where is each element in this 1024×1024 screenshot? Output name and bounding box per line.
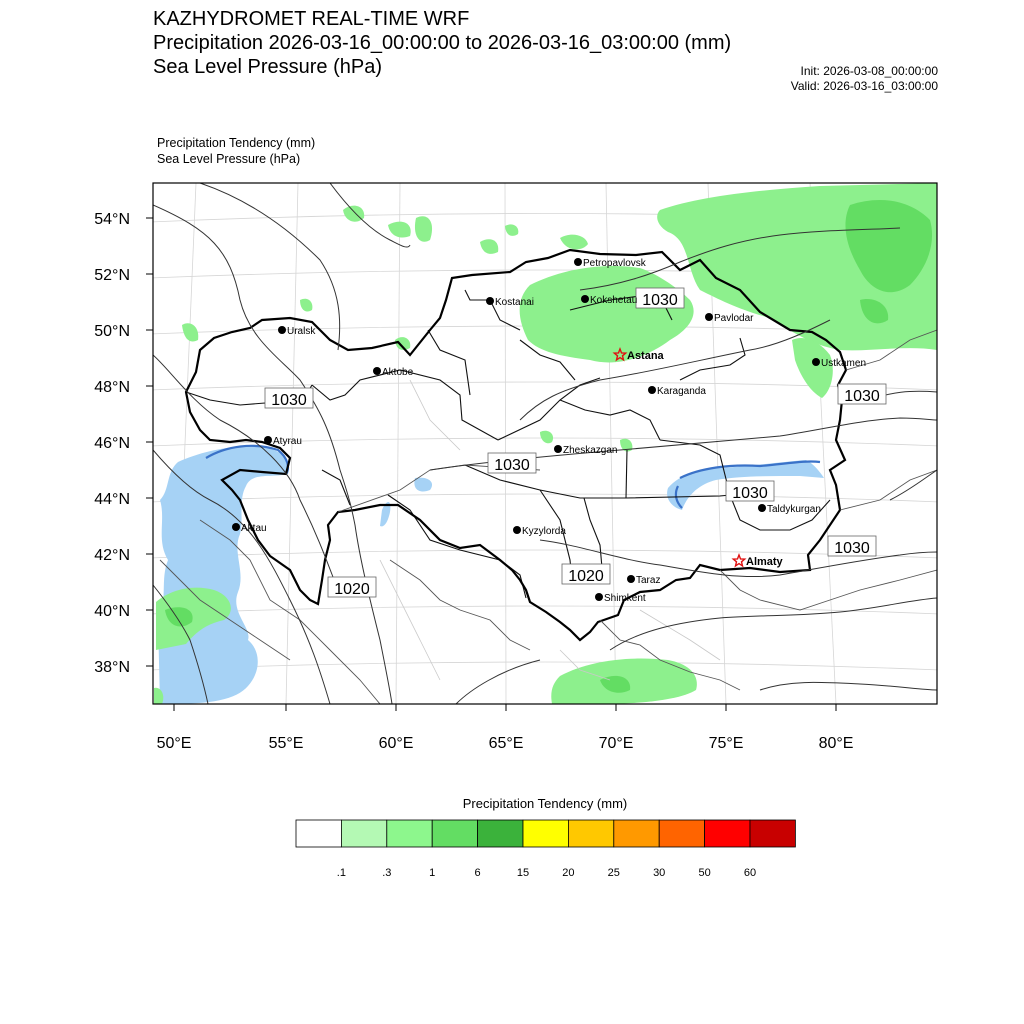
city-label: Kokshetau: [590, 295, 638, 306]
colorbar-swatch: [296, 820, 341, 847]
precip-light: [154, 183, 937, 704]
lat-label: 40°N: [94, 603, 130, 620]
isobar-label: 1020: [334, 581, 370, 598]
colorbar-label: 20: [562, 867, 575, 879]
colorbar-swatch: [387, 820, 432, 847]
colorbar-label: .3: [382, 867, 392, 879]
isobar-label: 1030: [271, 392, 307, 409]
city-label: Shimkent: [604, 593, 646, 604]
city-dot: [554, 445, 562, 453]
city-label: Kostanai: [495, 297, 534, 308]
lon-label: 80°E: [818, 735, 854, 752]
lon-label: 75°E: [708, 735, 744, 752]
colorbar-swatch: [568, 820, 613, 847]
isobar-label: 1030: [732, 485, 768, 502]
lat-label: 38°N: [94, 659, 130, 676]
city-dot: [595, 593, 603, 601]
lat-label: 50°N: [94, 323, 130, 340]
colorbar-swatch: [432, 820, 477, 847]
colorbar-label: 1: [429, 867, 436, 879]
city-dot: [627, 575, 635, 583]
lon-label: 60°E: [378, 735, 414, 752]
lat-label: 52°N: [94, 267, 130, 284]
city-label: Almaty: [746, 556, 783, 568]
lat-label: 48°N: [94, 379, 130, 396]
pressure-title: Sea Level Pressure (hPa): [153, 56, 383, 78]
lat-label: 42°N: [94, 547, 130, 564]
isobar-label: 1030: [844, 388, 880, 405]
city-label: Karaganda: [657, 386, 706, 397]
city-label: Ustkamen: [821, 358, 867, 369]
colorbar-swatch: [705, 820, 750, 847]
colorbar-label: 25: [607, 867, 620, 879]
city-label: Petropavlovsk: [583, 258, 646, 269]
lon-label: 70°E: [598, 735, 634, 752]
city-dot: [232, 523, 240, 531]
map-title: KAZHYDROMET REAL-TIME WRF: [153, 8, 470, 30]
colorbar-label: .1: [336, 867, 346, 879]
field-label-precip: Precipitation Tendency (mm): [157, 136, 316, 150]
isobar-label: 1030: [834, 540, 870, 557]
colorbar-title: Precipitation Tendency (mm): [462, 796, 628, 811]
city-dot: [574, 258, 582, 266]
colorbar-swatch: [659, 820, 704, 847]
lon-label: 50°E: [156, 735, 192, 752]
colorbar-label: 50: [698, 867, 711, 879]
city-label: Astana: [627, 350, 664, 362]
isobar-label: 1030: [494, 457, 530, 474]
city-dot: [278, 326, 286, 334]
city-label: Kyzylorda: [522, 526, 566, 537]
colorbar-label: 60: [743, 867, 757, 879]
lon-label: 65°E: [488, 735, 524, 752]
city-label: Taraz: [636, 575, 661, 586]
colorbar: [296, 820, 795, 847]
colorbar-swatch: [478, 820, 523, 847]
init-time: Init: 2026-03-08_00:00:00: [800, 64, 938, 78]
city-dot: [812, 358, 820, 366]
city-label: Aktau: [241, 523, 267, 534]
colorbar-swatch: [614, 820, 659, 847]
lat-label: 54°N: [94, 211, 130, 228]
city-label: Taldykurgan: [767, 504, 821, 515]
colorbar-swatch: [523, 820, 568, 847]
field-label-slp: Sea Level Pressure (hPa): [157, 152, 301, 166]
isobar-label: 1020: [568, 568, 604, 585]
city-label: Atyrau: [273, 436, 302, 447]
city-label: Pavlodar: [714, 313, 754, 324]
city-dot: [373, 367, 381, 375]
isobar-label: 1030: [642, 292, 678, 309]
city-dot: [513, 526, 521, 534]
city-dot: [486, 297, 494, 305]
lat-label: 44°N: [94, 491, 130, 508]
lon-label: 55°E: [268, 735, 304, 752]
city-label: Aktobe: [382, 367, 414, 378]
colorbar-label: 30: [653, 867, 666, 879]
city-dot: [264, 436, 272, 444]
valid-time: Valid: 2026-03-16_03:00:00: [790, 79, 938, 93]
colorbar-label: 15: [516, 867, 530, 879]
city-label: Zheskazgan: [563, 445, 618, 456]
precipitation-period-title: Precipitation 2026-03-16_00:00:00 to 2026-03-16_03:00:00 (mm): [153, 32, 732, 54]
city-dot: [758, 504, 766, 512]
lat-label: 46°N: [94, 435, 130, 452]
colorbar-swatch: [750, 820, 795, 847]
city-dot: [581, 295, 589, 303]
capital-star-icon: [733, 555, 744, 566]
colorbar-label: 6: [474, 867, 481, 879]
city-label: Uralsk: [287, 326, 316, 337]
city-dot: [648, 386, 656, 394]
city-dot: [705, 313, 713, 321]
colorbar-swatch: [341, 820, 386, 847]
